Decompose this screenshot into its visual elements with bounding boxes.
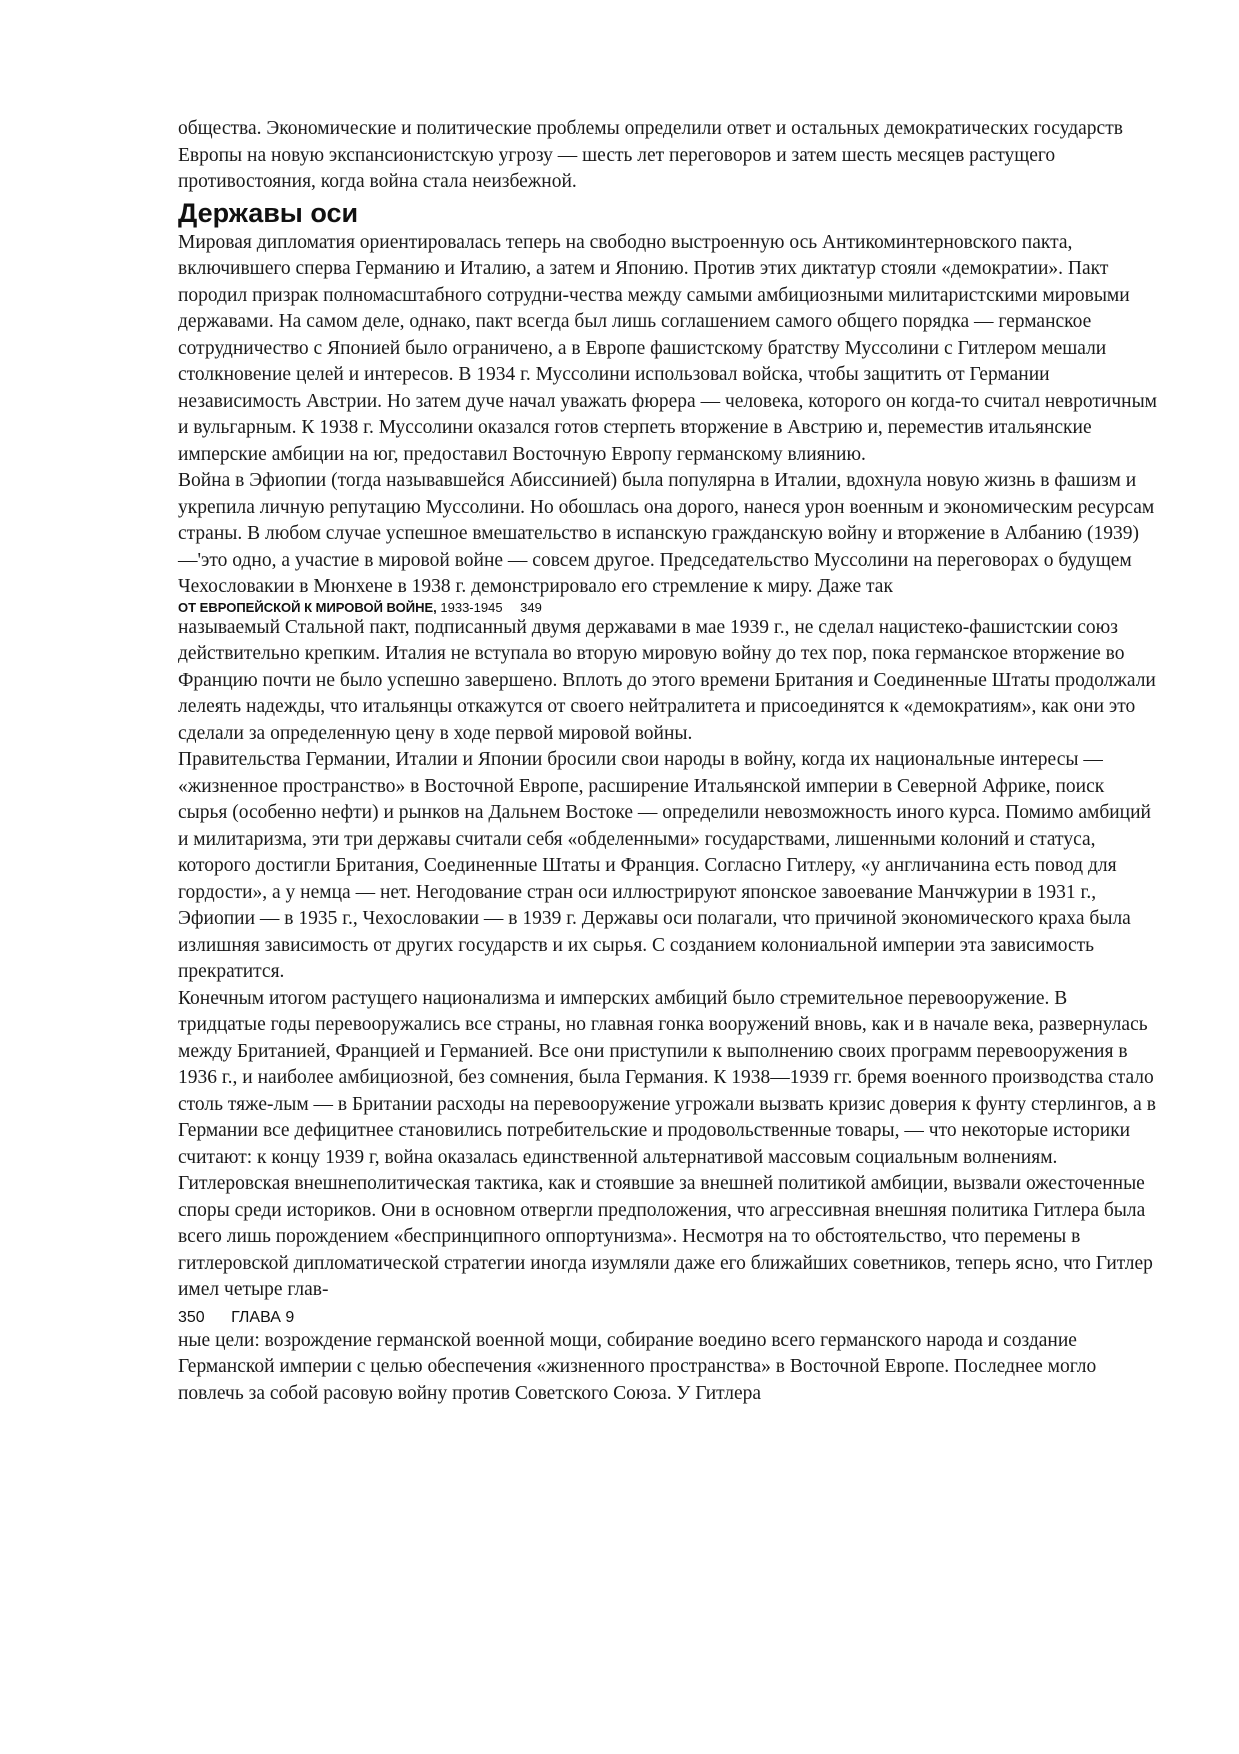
paragraph-end-1: ные цели: возрождение германской военной мощи, собирание воедино всего германского народа и создание Германской империи с целью обеспечения «жизненного пространства» в Восточной Европе. Последнее могло повлечь за собой расовую войну против Советского Союза. У Гитлера: [178, 1329, 1097, 1404]
paragraph-bottom-3: Конечным итогом растущего национализма и имперских амбиций было стремительное перевооружение. В тридцатые годы перевооружались все страны, но главная гонка вооружений вновь, как и в начале века, развернулась между Британией, Францией и Германией. Все они приступили к выполнению своих программ перевооружения в 1936 г., и наиболее амбициозной, без сомнения, была Германия. К 1938—1939 гг. бремя военного производства стало столь тяже-лым — в Британии расходы на перевооружение угрожали вызвать кризис доверия к фунту стерлингов, а в Германии все дефицитнее становились потребительские и продовольственные товары, — что некоторые историки считают: к концу 1939 г, война оказалась единственной альтернативой массовым социальным волнениям.: [178, 987, 1156, 1168]
paragraph-bottom-2: Правительства Германии, Италии и Японии бросили свои народы в войну, когда их национальные интересы — «жизненное пространство» в Восточной Европе, расширение Итальянской империи в Северной Африке, поиск сырья (особенно нефти) и рынков на Дальнем Востоке — определили невозможность иного курса. Помимо амбиций и милитаризма, эти три державы считали себя «обделенными» государствами, лишенными колоний и статуса, которого достигли Британия, Соединенные Штаты и Франция. Согласно Гитлеру, «у англичанина есть повод для гордости», а у немца — нет. Негодование стран оси иллюстрируют японское завоевание Манчжурии в 1931 г., Эфиопии — в 1935 г., Чехословакии — в 1939 г. Державы оси полагали, что причиной экономического краха была излишняя зависимость от других государств и их сырья. С созданием колониальной империи эта зависимость прекратится.: [178, 749, 1151, 982]
running-head-page-number: 350: [178, 1308, 205, 1326]
paragraph-bottom-4: Гитлеровская внешнеполитическая тактика, как и стоявшие за внешней политикой амбиции, вызвали ожесточенные споры среди историков. Они в основном отвергли предположения, что агрессивная внешняя политика Гитлера была всего лишь порождением «беспринципного оппортунизма». Несмотря на то обстоятельство, что перемены в гитлеровской дипломатической стратегии иногда изумляли даже его ближайших советников, теперь ясно, что Гитлер имел четыре глав-: [178, 1173, 1153, 1300]
running-head-title: ОТ ЕВРОПЕЙСКОЙ К МИРОВОЙ ВОЙНЕ,: [178, 599, 437, 615]
paragraph-bottom-1: называемый Стальной пакт, подписанный двумя державами в мае 1939 г., не сделал нацистеко-фашистскии союз действительно крепким. Италия не вступала во вторую мировую войну до тех пор, пока германское вторжение во Францию почти не было успешно завершено. Вплоть до этого времени Британия и Соединенные Штаты продолжали лелеять надежды, что итальянцы откажутся от своего нейтралитета и присоединятся к «демократиям», как они это сделали за определенную цену в ходе первой мировой войны.: [178, 616, 1156, 744]
paragraph-mid-2: Война в Эфиопии (тогда называвшейся Абиссинией) была популярна в Италии, вдохнула новую жизнь в фашизм и укрепила личную репутацию Муссолини. Но обошлась она дорого, нанеся урон военным и экономическим ресурсам страны. В любом случае успешное вмешательство в испанскую гражданскую войну и вторжение в Албанию (1939) —'это одно, а участие в мировой войне — совсем другое. Председательство Муссолини на переговорах о будущем Чехословакии в Мюнхене в 1938 г. демонстрировало его стремление к миру. Даже так: [178, 470, 1155, 597]
paragraph-mid-1: Мировая дипломатия ориентировалась теперь на свободно выстроенную ось Антикоминтерновского пакта, включившего сперва Германию и Италию, а затем и Японию. Против этих диктатур стояли «демократии». Пакт породил призрак полномасштабного сотрудни-чества между самыми амбициозными милитаристскими мировыми державами. На самом деле, однако, пакт всегда был лишь соглашением самого общего порядка — германское сотрудничество с Японией было ограничено, а в Европе фашистскому братству Муссолини с Гитлером мешали столкновение целей и интересов. В 1934 г. Муссолини использовал войска, чтобы защитить от Германии независимость Австрии. Но затем дуче начал уважать фюрера — человека, которого он когда-то считал невротичным и вульгарным. К 1938 г. Муссолини оказался готов стерпеть вторжение в Австрию и, переместив итальянские имперские амбиции на юг, предоставил Восточную Европу германскому влиянию.: [178, 231, 1158, 465]
running-head-page-number: 349: [520, 599, 542, 615]
running-head-350: [178, 1308, 1158, 1328]
running-head-349: [178, 601, 1158, 615]
running-head-years: 1933-1945: [440, 599, 503, 615]
section-heading: Державы оси: [178, 197, 359, 228]
paragraph-top-1: общества. Экономические и политические проблемы определили ответ и остальных демократических государств Европы на новую экспансионистскую угрозу — шесть лет переговоров и затем шесть месяцев растущего противостояния, когда война стала неизбежной.: [178, 118, 1123, 192]
running-head-chapter: ГЛАВА 9: [231, 1308, 295, 1326]
document-page: [178, 116, 1158, 1407]
